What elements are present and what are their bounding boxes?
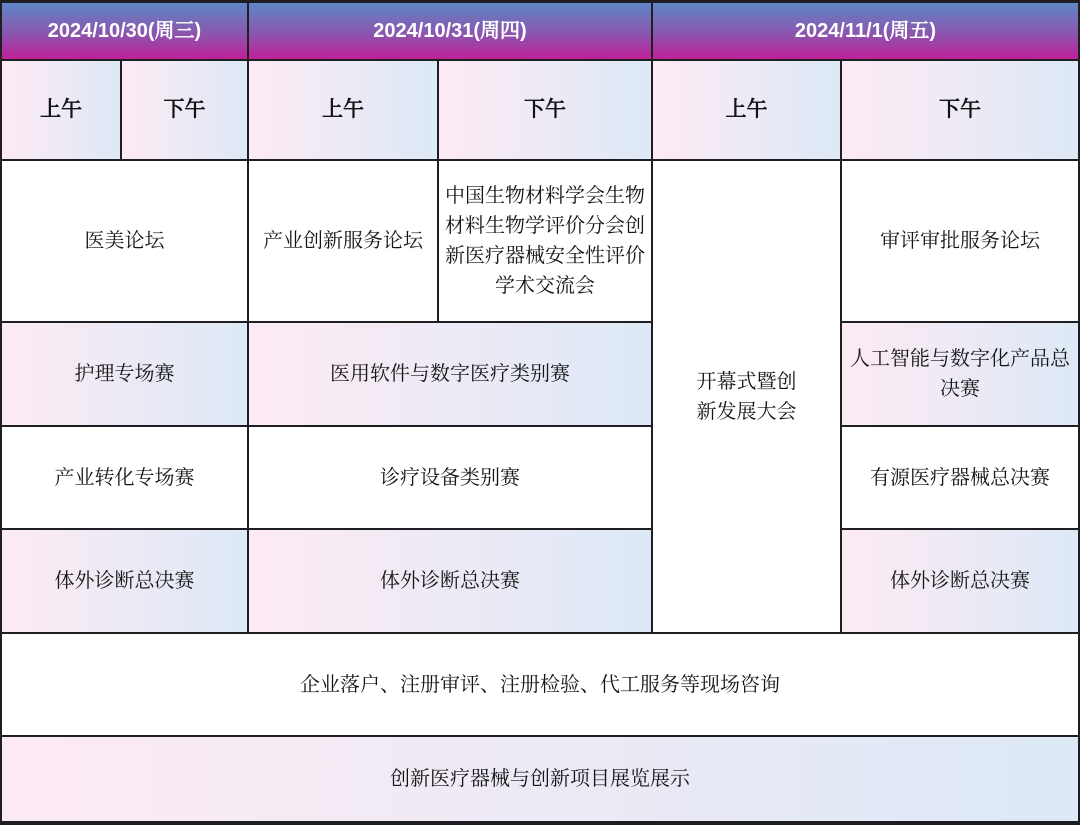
event-cell-active-medical-device-finals: 有源医疗器械总决赛 bbox=[842, 427, 1078, 528]
event-cell-industry-innovation-service-forum: 产业创新服务论坛 bbox=[249, 161, 437, 321]
period-header-d1-am: 上午 bbox=[2, 61, 120, 159]
opening-ceremony-label: 开幕式暨创新发展大会 bbox=[696, 370, 797, 423]
date-header-2024-10-30: 2024/10/30(周三) bbox=[2, 3, 247, 59]
event-cell-nursing-special-match: 护理专场赛 bbox=[2, 323, 247, 425]
event-cell-innovation-exhibition: 创新医疗器械与创新项目展览展示 bbox=[2, 737, 1078, 821]
event-cell-yimei-forum: 医美论坛 bbox=[2, 161, 247, 321]
event-cell-ai-digital-product-finals: 人工智能与数字化产品总决赛 bbox=[842, 323, 1078, 425]
period-header-d3-am: 上午 bbox=[653, 61, 840, 159]
event-cell-opening-ceremony bbox=[653, 161, 840, 632]
event-cell-biomaterials-society-exchange: 中国生物材料学会生物材料生物学评价分会创新医疗器械安全性评价学术交流会 bbox=[439, 161, 651, 321]
event-cell-ivd-finals-d1: 体外诊断总决赛 bbox=[2, 530, 247, 632]
period-header-d3-pm: 下午 bbox=[842, 61, 1078, 159]
event-cell-diagnosis-treatment-equipment-category: 诊疗设备类别赛 bbox=[249, 427, 651, 528]
date-header-2024-10-31: 2024/10/31(周四) bbox=[249, 3, 651, 59]
date-header-2024-11-01: 2024/11/1(周五) bbox=[653, 3, 1078, 59]
period-header-d1-pm: 下午 bbox=[122, 61, 247, 159]
event-cell-ivd-finals-d3: 体外诊断总决赛 bbox=[842, 530, 1078, 632]
event-cell-industry-transformation-special-match: 产业转化专场赛 bbox=[2, 427, 247, 528]
event-cell-medical-software-digital-health-category: 医用软件与数字医疗类别赛 bbox=[249, 323, 651, 425]
period-header-d2-am: 上午 bbox=[249, 61, 437, 159]
period-header-d2-pm: 下午 bbox=[439, 61, 651, 159]
event-cell-review-approval-service-forum: 审评审批服务论坛 bbox=[842, 161, 1078, 321]
event-cell-ivd-finals-d2: 体外诊断总决赛 bbox=[249, 530, 651, 632]
event-cell-onsite-consultation: 企业落户、注册审评、注册检验、代工服务等现场咨询 bbox=[2, 634, 1078, 735]
